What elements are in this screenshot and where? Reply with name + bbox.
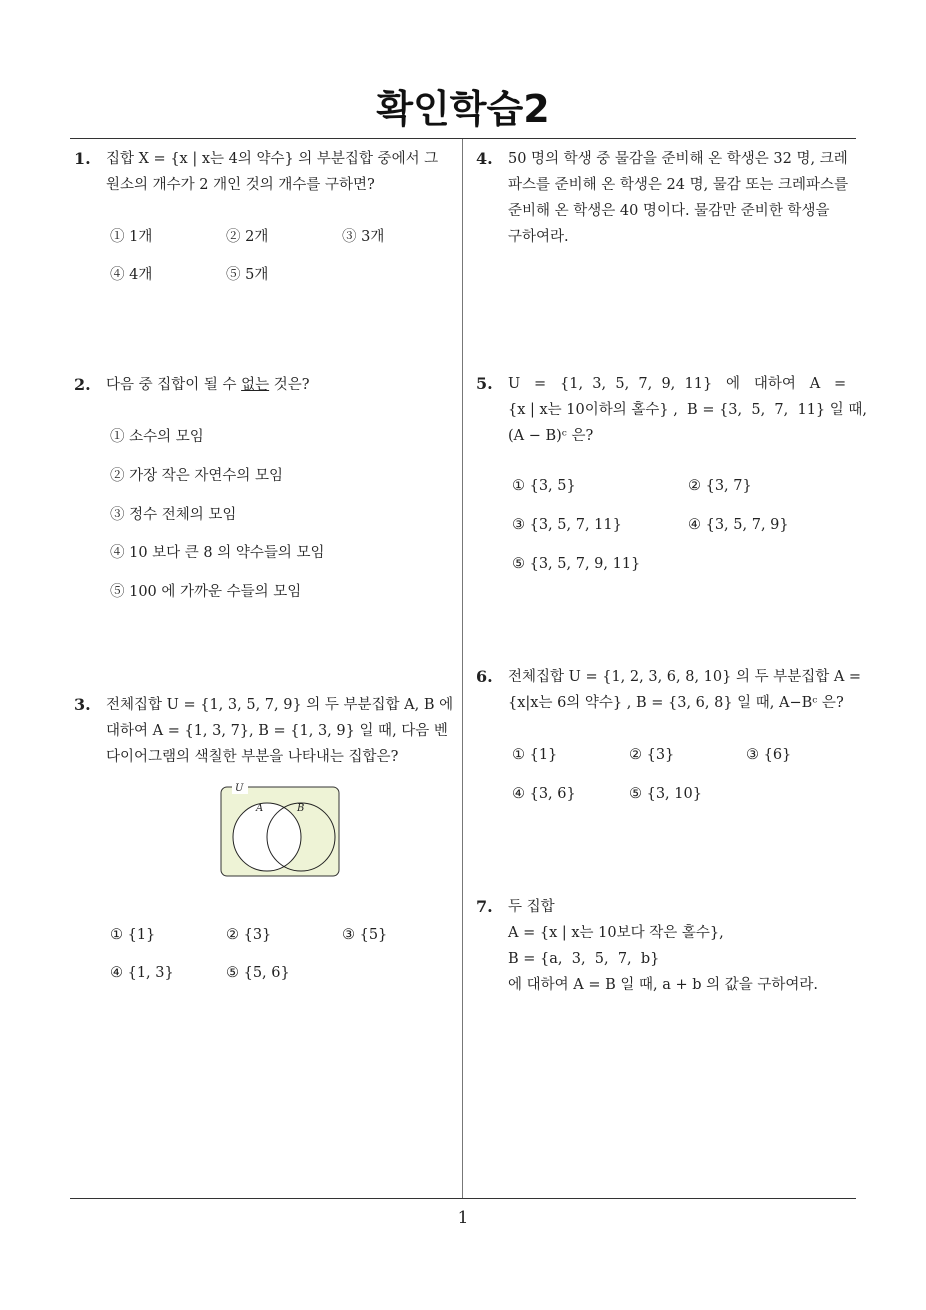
problem-line: (A − B)ᶜ 은? xyxy=(508,428,594,444)
problem-3 xyxy=(74,692,460,770)
problem-number: 4. xyxy=(476,149,493,168)
column-divider xyxy=(462,139,463,1198)
choice-4[interactable]: ④ 4개 xyxy=(110,267,153,283)
problem-4 xyxy=(476,146,860,250)
problem-number: 1. xyxy=(74,149,91,168)
choice-1[interactable]: ① {3, 5} xyxy=(512,478,576,494)
problem-text xyxy=(106,692,460,770)
choice-list xyxy=(512,716,860,802)
choice-2[interactable]: ② 2개 xyxy=(226,229,269,245)
choice-2[interactable]: ② {3} xyxy=(226,927,272,943)
top-rule xyxy=(70,138,856,139)
problem-line: 파스를 준비해 온 학생은 24 명, 물감 또는 크레파스를 xyxy=(508,177,849,193)
choice-5[interactable]: ⑤ {5, 6} xyxy=(226,965,290,981)
problem-number: 3. xyxy=(74,695,91,714)
problem-line: U = {1, 3, 5, 7, 9, 11} 에 대하여 A = xyxy=(508,376,847,392)
choice-1[interactable]: ① 1개 xyxy=(110,229,153,245)
problem-number: 5. xyxy=(476,374,493,393)
choice-5[interactable]: ⑤ 5개 xyxy=(226,267,269,283)
problem-text xyxy=(508,146,860,250)
choice-3[interactable]: ③ {6} xyxy=(746,747,792,763)
choice-list xyxy=(512,449,860,572)
problem-text xyxy=(106,146,460,198)
choice-5[interactable]: ⑤ 100 에 가까운 수들의 모임 xyxy=(110,584,302,600)
choice-3[interactable]: ③ {5} xyxy=(342,927,388,943)
choice-2[interactable]: ② {3, 7} xyxy=(688,478,752,494)
problem-line: 대하여 A = {1, 3, 7}, B = {1, 3, 9} 일 때, 다음 벤 xyxy=(106,723,448,739)
problem-number: 2. xyxy=(74,375,91,394)
problem-7 xyxy=(476,894,860,998)
choice-3[interactable]: ③ 정수 전체의 모임 xyxy=(110,507,237,523)
problem-line: 준비해 온 학생은 40 명이다. 물감만 준비한 학생을 xyxy=(508,203,830,219)
problem-line: 전체집합 U = {1, 2, 3, 6, 8, 10} 의 두 부분집합 A = xyxy=(508,669,862,685)
choice-2[interactable]: ② {3} xyxy=(629,747,675,763)
problem-line: A = {x | x는 10보다 작은 홀수}, xyxy=(508,925,724,941)
choice-5[interactable]: ⑤ {3, 5, 7, 9, 11} xyxy=(512,556,641,572)
problem-number: 7. xyxy=(476,897,493,916)
page-number: 1 xyxy=(457,1208,469,1228)
problem-line: 전체집합 U = {1, 3, 5, 7, 9} 의 두 부분집합 A, B 에 xyxy=(106,697,454,713)
bottom-rule xyxy=(70,1198,856,1199)
choice-1[interactable]: ① 소수의 모임 xyxy=(110,429,204,445)
venn-diagram xyxy=(218,780,342,880)
problem-text xyxy=(106,372,460,398)
problem-6 xyxy=(476,664,862,802)
choice-4[interactable]: ④ {1, 3} xyxy=(110,965,174,981)
text-suffix: 것은? xyxy=(269,377,310,393)
problem-1 xyxy=(74,146,460,283)
choice-1[interactable]: ① {1} xyxy=(110,927,156,943)
choice-3[interactable]: ③ {3, 5, 7, 11} xyxy=(512,517,622,533)
choice-2[interactable]: ② 가장 작은 자연수의 모임 xyxy=(110,468,284,484)
choice-list xyxy=(110,198,460,283)
problem-2 xyxy=(74,372,460,628)
problem-line: 두 집합 xyxy=(508,899,555,915)
problem-line: 에 대하여 A = B 일 때, a + b 의 값을 구하여라. xyxy=(508,977,818,993)
problem-line: {x | x는 10이하의 홀수} , B = {3, 5, 7, 11} 일 때, xyxy=(508,402,867,418)
problem-number: 6. xyxy=(476,667,493,686)
set-a-label: A xyxy=(256,803,264,814)
problem-5 xyxy=(476,371,867,572)
choice-1[interactable]: ① {1} xyxy=(512,747,558,763)
text-prefix: 다음 중 집합이 될 수 xyxy=(106,377,242,393)
choice-3[interactable]: ③ 3개 xyxy=(342,229,385,245)
page-title: 확인학습2 xyxy=(376,87,550,131)
set-b-label: B xyxy=(297,803,305,814)
choice-4[interactable]: ④ 10 보다 큰 8 의 약수들의 모임 xyxy=(110,545,325,561)
problem-line: 50 명의 학생 중 물감을 준비해 온 학생은 32 명, 크레 xyxy=(508,151,848,167)
choice-4[interactable]: ④ {3, 5, 7, 9} xyxy=(688,517,789,533)
problem-line: B = {a, 3, 5, 7, b} xyxy=(508,951,660,967)
universe-label: U xyxy=(235,783,244,794)
choice-4[interactable]: ④ {3, 6} xyxy=(512,786,576,802)
problem-text xyxy=(508,894,860,998)
problem-line: 원소의 개수가 2 개인 것의 개수를 구하면? xyxy=(106,177,375,193)
problem-text xyxy=(508,371,867,449)
problem-line xyxy=(106,372,460,398)
problem-line: 다이어그램의 색칠한 부분을 나타내는 집합은? xyxy=(106,749,399,765)
problem-line: {x|x는 6의 약수} , B = {3, 6, 8} 일 때, A−Bᶜ 은? xyxy=(508,695,844,711)
choice-list xyxy=(110,900,460,980)
problem-line: 집합 X = {x | x는 4의 약수} 의 부분집합 중에서 그 xyxy=(106,151,439,167)
problem-line: 구하여라. xyxy=(508,229,569,245)
underlined-word: 없는 xyxy=(241,377,270,393)
choice-list xyxy=(110,398,460,628)
problem-text xyxy=(508,664,860,716)
choice-5[interactable]: ⑤ {3, 10} xyxy=(629,786,702,802)
problem-3-choices xyxy=(74,900,460,980)
